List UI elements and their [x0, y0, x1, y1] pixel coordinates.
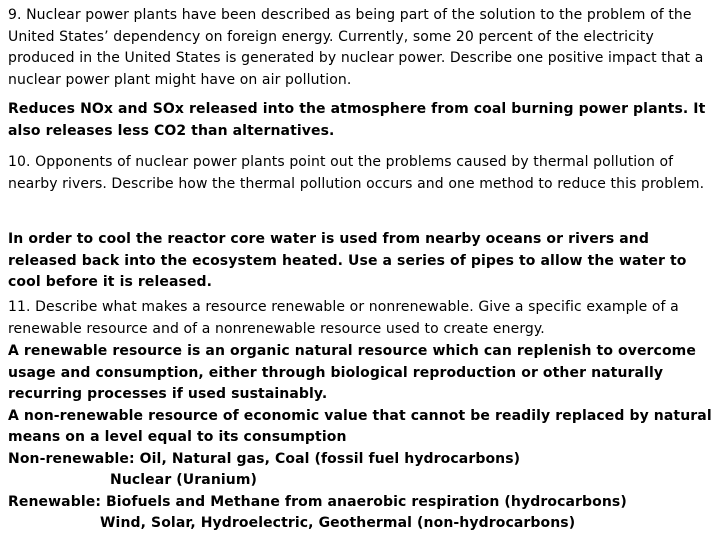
answer-11-renewable-definition: A renewable resource is an organic natural resource which can replenish to overcome usage and consumption, either through biological reproduction or other naturally recurring processes if used sustainably.: [8, 343, 696, 402]
renewable-examples-line-2: Wind, Solar, Hydroelectric, Geothermal (non-hydrocarbons): [100, 515, 576, 531]
question-9: 9. Nuclear power plants have been described as being part of the solution to the problem of the United States’ dependency on foreign energy. Currently, some 20 percent of the electricity produced in the United States is generated by nuclear power. Describe one positive impact that a nuclear power plant might have on air pollution.: [8, 7, 704, 88]
answer-9: Reduces NOx and SOx released into the atmosphere from coal burning power plants. It also releases less CO2 than alternatives.: [8, 101, 706, 139]
nonrenewable-examples-line-1: Non-renewable: Oil, Natural gas, Coal (fossil fuel hydrocarbons): [8, 450, 521, 467]
renewable-examples-line-1: Renewable: Biofuels and Methane from anaerobic respiration (hydrocarbons): [8, 493, 627, 510]
answer-11-nonrenewable-definition: A non-renewable resource of economic value that cannot be readily replaced by natural means on a level equal to its consumption: [8, 407, 712, 445]
answer-11-renewable-examples: [8, 492, 714, 535]
answer-11: [8, 341, 714, 535]
question-10: 10. Opponents of nuclear power plants point out the problems caused by thermal pollution of nearby rivers. Describe how the thermal pollution occurs and one method to reduce this problem.: [8, 154, 705, 192]
question-11: 11. Describe what makes a resource renewable or nonrenewable. Give a specific example of a renewable resource and of a nonrenewable resource used to create energy.: [8, 299, 679, 337]
answer-10: In order to cool the reactor core water is used from nearby oceans or rivers and released back into the ecosystem heated. Use a series of pipes to allow the water to cool before it is released.: [8, 231, 687, 290]
nonrenewable-examples-line-2: Nuclear (Uranium): [110, 472, 258, 488]
answer-11-nonrenewable-examples: [8, 449, 714, 492]
